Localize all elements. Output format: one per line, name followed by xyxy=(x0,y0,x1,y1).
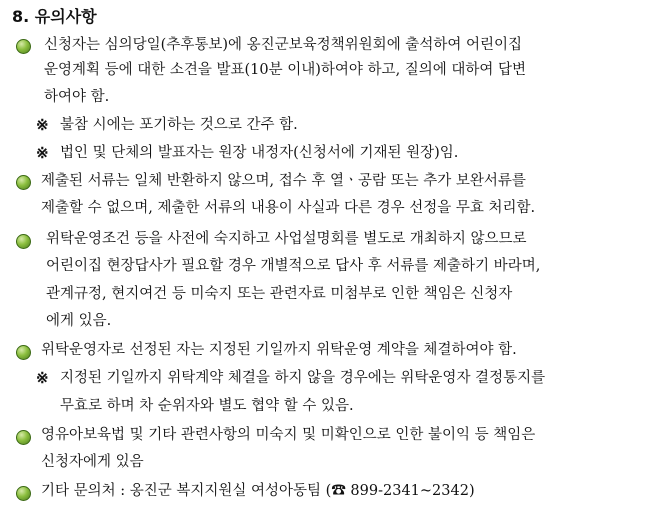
text-line: 위탁운영자로 선정된 자는 지정된 기일까지 위탁운영 계약을 체결하여야 함. xyxy=(41,342,517,358)
note-line: 불참 시에는 포기하는 것으로 간주 함. xyxy=(60,117,298,133)
bullet-icon xyxy=(16,486,31,501)
note-mark: ※ xyxy=(36,116,49,134)
text-line: 하여야 함. xyxy=(44,89,110,105)
text-line: 제출된 서류는 일체 반환하지 않으며, 접수 후 열ㆍ공람 또는 추가 보완서류를 xyxy=(41,173,526,189)
bullet-icon xyxy=(16,175,31,190)
text-line: 신청자는 심의당일(추후통보)에 옹진군보육정책위원회에 출석하여 어린이집 xyxy=(44,37,522,53)
text-line: 에게 있음. xyxy=(46,313,112,329)
text-line: 위탁운영조건 등을 사전에 숙지하고 사업설명회를 별도로 개최하지 않으므로 xyxy=(46,231,527,247)
bullet-icon xyxy=(16,234,31,249)
text-line: 신청자에게 있음 xyxy=(41,454,144,470)
note-mark: ※ xyxy=(36,144,49,162)
text-line: 운영계획 등에 대한 소견을 발표(10분 이내)하여야 하고, 질의에 대하여 답변 xyxy=(44,62,527,78)
bullet-icon xyxy=(16,39,31,54)
note-line: 지정된 기일까지 위탁계약 체결을 하지 않을 경우에는 위탁운영자 결정통지를 xyxy=(60,370,546,386)
text-line: 관계규정, 현지여건 등 미숙지 또는 관련자료 미첨부로 인한 책임은 신청자 xyxy=(46,286,513,302)
note-line: 법인 및 단체의 발표자는 원장 내정자(신청서에 기재된 원장)임. xyxy=(60,145,459,161)
note-line: 무효로 하며 차 순위자와 별도 협약 할 수 있음. xyxy=(60,398,354,414)
note-mark: ※ xyxy=(36,369,49,387)
text-line: 어린이집 현장답사가 필요할 경우 개별적으로 답사 후 서류를 제출하기 바라며, xyxy=(46,258,541,274)
text-line: 영유아보육법 및 기타 관련사항의 미숙지 및 미확인으로 인한 불이익 등 책임은 xyxy=(41,427,536,443)
text-line: 제출할 수 없으며, 제출한 서류의 내용이 사실과 다른 경우 선정을 무효 처리함. xyxy=(41,200,536,216)
bullet-icon xyxy=(16,345,31,360)
section-heading: 8. 유의사항 xyxy=(12,7,97,26)
text-line: 기타 문의처 : 옹진군 복지지원실 여성아동팀 (☎ 899-2341~2342) xyxy=(41,483,475,499)
bullet-icon xyxy=(16,430,31,445)
